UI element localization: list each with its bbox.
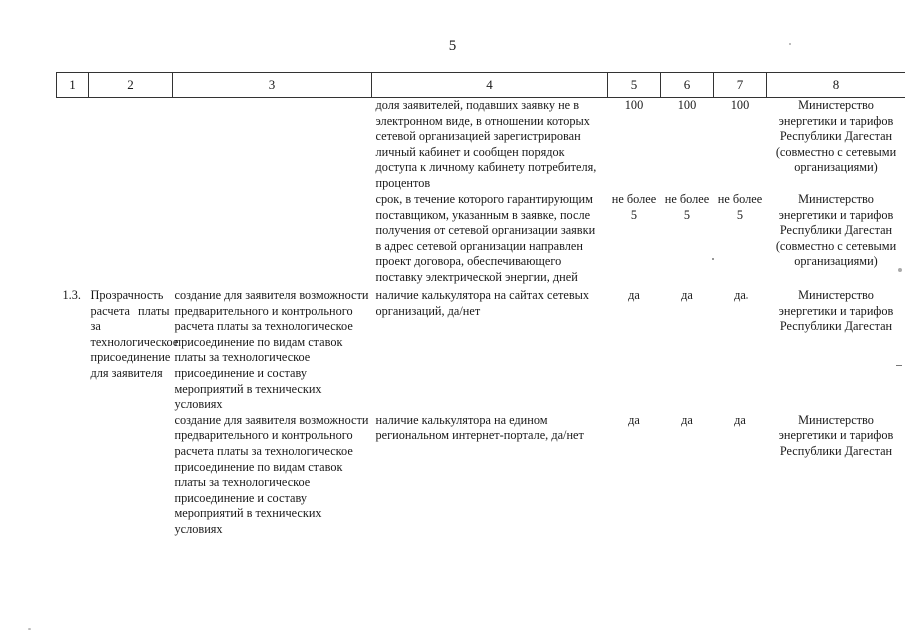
scan-speck xyxy=(28,628,31,630)
table-row xyxy=(57,98,905,193)
row-number-cell: 1.3. xyxy=(62,288,81,302)
table-row xyxy=(57,192,905,288)
header-cell-5: 5 xyxy=(608,73,661,98)
measure-cell: создание для заявителя возможности предварительного и контрольного расчета платы за технологическое присоединение по видам ставок платы за технологическое присоединение и составу мероприятий в технических условиях xyxy=(174,412,369,536)
row-number-cell xyxy=(57,413,89,538)
header-row xyxy=(57,73,905,98)
value-cell-5: не более 5 xyxy=(611,192,657,222)
scan-speck xyxy=(746,297,748,299)
task-cell: Прозрачность расчета платы за технологическое присоединение для заявителя xyxy=(90,288,179,380)
indicator-cell: срок, в течение которого гарантирующим поставщиком, указанным в заявке, после получения от сетевой организации заявки в адрес сетевой организации направлен проект договора, обеспечивающего поставку электрической энергии, дней xyxy=(375,192,596,284)
header-cell-8: 8 xyxy=(767,73,905,98)
value-cell-7: да xyxy=(734,412,746,427)
indicator-cell: наличие калькулятора на едином региональном интернет-портале, да/нет xyxy=(375,412,584,443)
responsible-cell: Министерство энергетики и тарифов Республики Дагестан xyxy=(778,288,894,334)
indicator-cell: наличие калькулятора на сайтах сетевых организаций, да/нет xyxy=(375,288,590,318)
value-cell-5: да xyxy=(628,412,640,427)
scan-speck xyxy=(896,365,902,366)
row-number-cell xyxy=(57,192,89,288)
task-cell xyxy=(89,98,173,193)
scan-speck xyxy=(712,258,714,260)
value-cell-7: не более 5 xyxy=(717,192,763,222)
value-cell-7: да xyxy=(734,288,746,302)
indicators-table xyxy=(56,72,905,538)
scan-speck xyxy=(789,43,791,45)
header-cell-3: 3 xyxy=(173,73,372,98)
header-cell-2: 2 xyxy=(89,73,173,98)
value-cell-6: да xyxy=(681,288,693,302)
value-cell-6: не более 5 xyxy=(664,192,710,222)
header-cell-4: 4 xyxy=(372,73,608,98)
table-row xyxy=(57,288,905,413)
value-cell-5: 100 xyxy=(624,98,644,112)
responsible-cell: Министерство энергетики и тарифов Республики Дагестан xyxy=(778,412,894,458)
measure-cell: создание для заявителя возможности предварительного и контрольного расчета платы за технологическое присоединение по видам ставок платы за технологическое присоединение и составу мероприятий в технических условиях xyxy=(174,288,369,412)
scan-speck xyxy=(898,268,902,272)
header-cell-7: 7 xyxy=(714,73,767,98)
header-cell-6: 6 xyxy=(661,73,714,98)
value-cell-7: 100 xyxy=(730,98,750,112)
measure-cell xyxy=(173,98,372,193)
task-cell xyxy=(89,413,173,538)
value-cell-6: да xyxy=(681,412,693,427)
measure-cell xyxy=(173,192,372,288)
value-cell-6: 100 xyxy=(677,98,697,112)
responsible-cell: Министерство энергетики и тарифов Республики Дагестан (совместно с сетевыми организациями) xyxy=(775,192,897,269)
row-number-cell xyxy=(57,98,89,193)
header-cell-1: 1 xyxy=(57,73,89,98)
responsible-cell: Министерство энергетики и тарифов Республики Дагестан (совместно с сетевыми организациями) xyxy=(775,98,897,175)
value-cell-5: да xyxy=(628,288,640,302)
indicator-cell: доля заявителей, подавших заявку не в электронном виде, в отношении которых сетевой организацией зарегистрирован личный кабинет и сообщен порядок доступа к личному кабинету потребителя, процентов xyxy=(375,98,597,190)
table-row xyxy=(57,413,905,538)
task-cell xyxy=(89,192,173,288)
page-number: 5 xyxy=(448,38,457,54)
